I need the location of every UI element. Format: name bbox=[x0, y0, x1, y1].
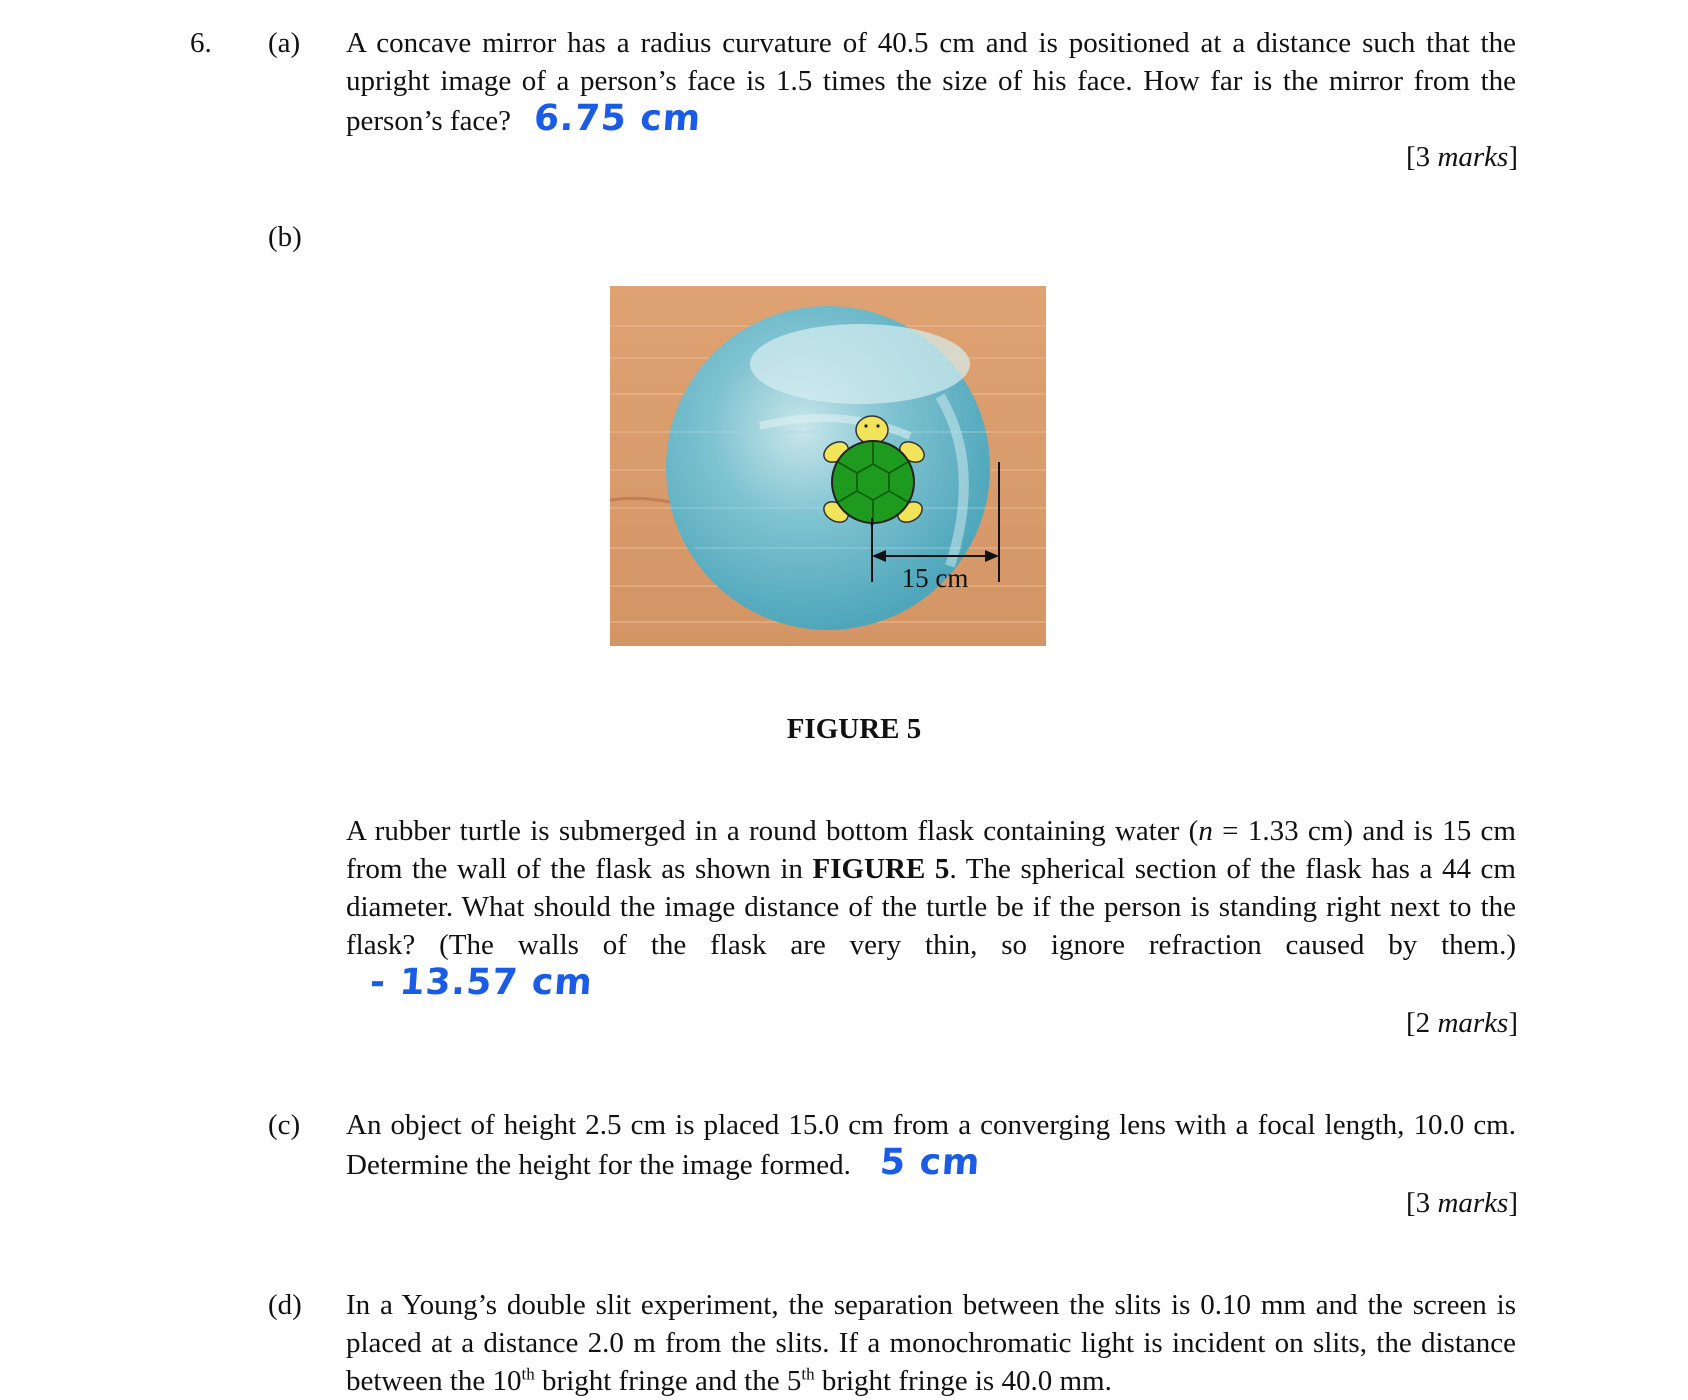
question-number: 6. bbox=[190, 27, 212, 59]
part-d-label: (d) bbox=[268, 1289, 302, 1321]
part-d-question: In a Young’s double slit experiment, the separation between the slits is 0.10 mm and the screen is placed at a distance 2.0 m from the slits. If a monochromatic light is incident on slits, the distance between the 10th bright fringe and the 5th bright fringe is 40.0 mm. bbox=[346, 1289, 1516, 1397]
part-b-marks: [2 marks] bbox=[1406, 1007, 1518, 1039]
figure-5-caption: FIGURE 5 bbox=[786, 713, 922, 745]
dimension-label-15cm: 15 cm bbox=[901, 563, 969, 593]
part-c-handwritten-answer: 5 cm bbox=[878, 1142, 983, 1183]
part-a-question bbox=[346, 24, 1516, 140]
part-c-question: An object of height 2.5 cm is placed 15.0 cm from a converging lens with a focal length, 10.0 cm. Determine the height for the image formed. 5 cm bbox=[346, 1109, 1516, 1183]
part-a-handwritten-answer: 6.75 cm bbox=[532, 98, 703, 139]
part-a-label: (a) bbox=[268, 27, 301, 59]
part-a-marks: [3 marks] bbox=[1406, 141, 1518, 173]
part-b-question: A rubber turtle is submerged in a round bottom flask containing water (n = 1.33 cm) and is 15 cm from the wall of the flask as shown in FIGURE 5. The spherical section of the flask has a 44 cm diameter. What should the image distance of the turtle be if the person is standing right next to the flask? (The walls of the flask are very thin, so ignore refraction caused by them.) - 13.57 cm bbox=[346, 815, 1516, 1003]
symbol-n: n bbox=[1198, 815, 1213, 847]
part-b-handwritten-answer: - 13.57 cm bbox=[368, 962, 595, 1003]
figure-5-turtle-flask bbox=[610, 286, 1046, 646]
part-c-label: (c) bbox=[268, 1109, 301, 1141]
part-c-marks: [3 marks] bbox=[1406, 1187, 1518, 1219]
part-a-text: A concave mirror has a radius curvature of 40.5 cm and is positioned at a distance such that the upright image of a person’s face is 1.5 times the size of his face. How far is the mirror from the person’s face? bbox=[346, 27, 1516, 137]
figure-reference: FIGURE 5 bbox=[812, 853, 950, 885]
part-b-label: (b) bbox=[268, 221, 302, 253]
flask-highlight bbox=[750, 324, 970, 404]
